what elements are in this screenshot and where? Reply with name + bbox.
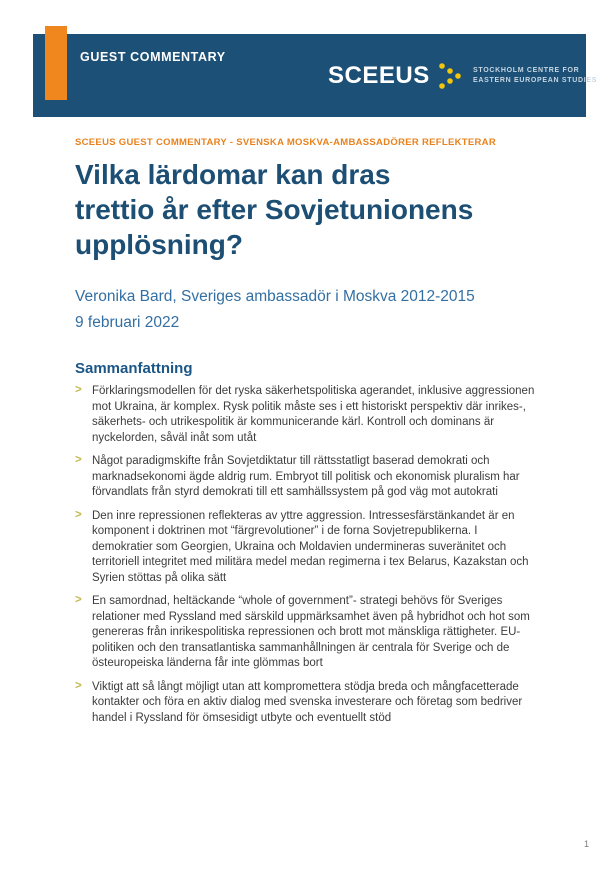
- title-line-1: Vilka lärdomar kan dras: [75, 159, 391, 190]
- sceeus-logo-wordmark: SCEEUS: [328, 62, 430, 89]
- chevron-bullet-icon: >: [75, 594, 82, 606]
- summary-bullet: [75, 384, 541, 446]
- eyebrow-series-title: SCEEUS GUEST COMMENTARY - SVENSKA MOSKVA-AMBASSADÖRER REFLEKTERAR: [75, 137, 496, 148]
- summary-heading: Sammanfattning: [75, 360, 193, 377]
- summary-bullet-text: Något paradigmskifte från Sovjetdiktatur till rättsstatligt baserad demokrati och marknadsekonomi ägde aldrig rum. Embryot till politisk och ekonomisk pluralism har förvandlats från styrd demokrati till ett samhällssystem på god väg mot autokrati: [92, 455, 520, 498]
- chevron-bullet-icon: >: [75, 454, 82, 466]
- byline-block: [75, 284, 475, 335]
- chevron-bullet-icon: >: [75, 384, 82, 396]
- title-line-2: trettio år efter Sovjetunionens: [75, 194, 474, 225]
- chevron-bullet-icon: >: [75, 679, 82, 692]
- sceeus-tagline-line2: EASTERN EUROPEAN STUDIES: [473, 76, 598, 84]
- sceeus-dots-arrow-icon: [437, 61, 464, 96]
- title-line-3: upplösning?: [75, 229, 243, 260]
- summary-bullet: [75, 594, 541, 672]
- summary-bullet-text: En samordnad, heltäckande “whole of government”- strategi behövs för Sveriges relationer med Ryssland med särskild uppmärksamhet även på hybridhot och hot som genereras från inrikespolitiska repressionen och brott mot mänskliga rättigheter. EU-politiken och den transatlantiska sammanhållningen är centrala för Sverige och de östeuropeiska länderna får inte glömmas bort: [92, 595, 530, 669]
- summary-bullet-text: Förklaringsmodellen för det ryska säkerhetspolitiska agerandet, inklusive aggressionen mot Ukraina, är komplex. Rysk politik måste ses i ett historiskt perspektiv där inrikes-, säkerhets- och utrikespolitik är kommunicerande kärl. Kontroll och dominans är nyckelorden, såväl inåt som utåt: [92, 385, 535, 444]
- sceeus-logo-tagline: [473, 66, 597, 85]
- summary-bullet: [75, 680, 541, 727]
- chevron-bullet-icon: >: [75, 508, 82, 521]
- summary-bullet-text: Viktigt att så långt möjligt utan att kompromettera stödja breda och mångfacetterade kontakter och föra en aktiv dialog med svenska investerare och företag som bedriver handel i Ryssland för ömsesidigt utbyte och eventuellt stöd: [92, 680, 523, 724]
- page-number: 1: [584, 839, 590, 849]
- summary-bullet: [75, 454, 541, 501]
- summary-bullet: [75, 509, 541, 587]
- author-byline: Veronika Bard, Sveriges ambassadör i Moskva 2012-2015: [75, 288, 475, 305]
- publication-date: 9 februari 2022: [75, 313, 180, 331]
- header-series-label: GUEST COMMENTARY: [80, 50, 226, 64]
- orange-accent-bar: [45, 26, 67, 100]
- summary-bullet-text: Den inre repressionen reflekteras av yttre aggression. Intressesfärstänkandet är en komponent i doktrinen mot “färgrevolutioner” i de forna Sovjetrepublikerna. I demokratier som Georgien, Ukraina och Moldavien undermineras suveränitet och territoriell integritet med militära medel medan regimerna i tex Belarus, Kazakstan och Syrien stöttas på olika sätt: [92, 509, 529, 584]
- summary-bullet-list: [75, 384, 541, 734]
- page-title: [75, 157, 473, 262]
- header-band: [33, 34, 598, 117]
- sceeus-tagline-line1: STOCKHOLM CENTRE FOR: [473, 67, 580, 74]
